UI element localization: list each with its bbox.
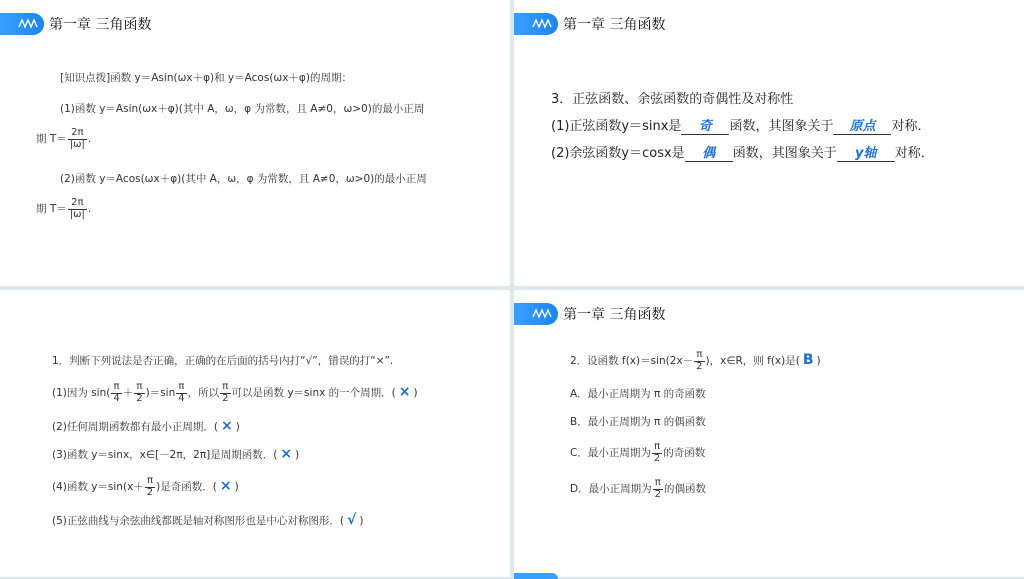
fraction	[68, 128, 87, 150]
option-b: B．最小正周期为 π 的偶函数	[570, 416, 706, 428]
cross-mark: ×	[220, 418, 233, 434]
chapter-tag	[0, 13, 44, 35]
question-2	[570, 350, 821, 372]
item-text: 2．设函数 f(x)＝sin(2x－	[570, 355, 694, 367]
answer-fill: 原点	[833, 115, 891, 135]
judge-item-5	[52, 512, 363, 528]
cross-mark: ×	[280, 446, 293, 462]
numerator: 2π	[68, 128, 87, 140]
formula-suffix: .	[87, 133, 92, 145]
fraction	[694, 350, 704, 372]
denominator: 2	[222, 392, 229, 404]
numerator: π	[145, 476, 155, 488]
formula-prefix: 期 T＝	[36, 133, 67, 145]
item-text: C．最小正周期为	[570, 447, 651, 459]
chapter-title: 第一章 三角函数	[563, 17, 666, 33]
formula-prefix: 期 T＝	[36, 203, 67, 215]
slide-3	[0, 290, 510, 577]
item-text: )	[295, 449, 300, 461]
answer-fill: 奇	[681, 115, 729, 135]
section-heading: 3．正弦函数、余弦函数的奇偶性及对称性	[551, 92, 794, 107]
numerator: π	[652, 442, 662, 454]
judge-item-4	[52, 476, 239, 498]
answer-fill: y轴	[837, 142, 895, 162]
item-text: )＝sin	[145, 387, 176, 399]
judge-item-3	[52, 446, 299, 462]
denominator: 2	[146, 486, 154, 498]
fraction	[145, 476, 155, 498]
numerator: 2π	[68, 198, 87, 210]
item-text: 函数，其图象关于	[729, 119, 834, 134]
chapter-title: 第一章 三角函数	[49, 17, 152, 33]
chapter-header	[514, 302, 665, 326]
cross-mark: ×	[219, 478, 232, 494]
chapter-tag	[514, 13, 558, 35]
item-text: 的偶函数	[663, 483, 706, 495]
wave-icon	[532, 307, 552, 321]
item-text: ，所以	[187, 387, 220, 399]
denominator: 4	[178, 392, 185, 404]
item-text: )	[235, 421, 240, 433]
tip-item-1-formula	[36, 128, 91, 150]
chapter-header	[514, 12, 665, 36]
denominator: |ω|	[69, 208, 85, 220]
question-1: 1．判断下列说法是否正确，正确的在后面的括号内打“√”，错误的打“×”.	[52, 355, 394, 367]
item-text: )	[234, 481, 239, 493]
item-text: )	[816, 355, 821, 367]
formula-suffix: .	[87, 203, 92, 215]
numerator: π	[653, 478, 663, 490]
parity-item-2	[551, 142, 934, 162]
item-text: (3)函数 y＝sinx，x∈[－2π，2π]是周期函数．(	[52, 449, 278, 461]
item-text: )	[413, 387, 418, 399]
fraction	[176, 382, 186, 404]
item-text: (2)余弦函数y＝cosx是	[551, 146, 685, 161]
parity-item-1	[551, 115, 930, 135]
chapter-header	[0, 12, 151, 36]
denominator: 2	[654, 488, 661, 500]
wave-icon	[532, 17, 552, 31]
item-text: )，x∈R，则 f(x)是(	[705, 355, 800, 367]
judge-item-2	[52, 418, 240, 434]
option-d	[570, 478, 706, 500]
item-text: (5)正弦曲线与余弦曲线都既是轴对称图形也是中心对称图形．(	[52, 515, 344, 527]
item-text: 可以是函数 y＝sinx 的一个周期．(	[231, 387, 396, 399]
item-text: D．最小正周期为	[570, 483, 652, 495]
item-text: (1)正弦函数y＝sinx是	[551, 119, 682, 134]
numerator: π	[694, 350, 704, 362]
check-mark: √	[346, 512, 357, 528]
item-text: )是奇函数．(	[156, 481, 217, 493]
cross-mark: ×	[398, 384, 411, 400]
item-text: 的奇函数	[663, 447, 706, 459]
answer-fill: 偶	[685, 142, 733, 162]
answer-choice: B	[802, 352, 814, 368]
item-text: (1)因为 sin(	[52, 387, 111, 399]
item-text: (4)函数 y＝sin(x＋	[52, 481, 144, 493]
fraction	[220, 382, 230, 404]
item-text: (2)任何周期函数都有最小正周期．(	[52, 421, 218, 433]
option-a: A．最小正周期为 π 的奇函数	[570, 388, 706, 400]
denominator: 2	[696, 360, 703, 372]
denominator: 4	[113, 392, 120, 404]
tip-item-1: (1)函数 y＝Asin(ωx＋φ)(其中 A，ω，φ 为常数，且 A≠0，ω>0)的最小正周	[60, 103, 425, 115]
denominator: |ω|	[69, 138, 85, 150]
item-text: ＋	[122, 387, 134, 399]
fraction	[134, 382, 144, 404]
chapter-title: 第一章 三角函数	[563, 307, 666, 323]
slide-2	[514, 0, 1024, 286]
numerator: π	[176, 382, 186, 394]
fraction	[111, 382, 121, 404]
wave-icon	[18, 17, 38, 31]
option-c	[570, 442, 705, 464]
item-text: 对称．	[891, 119, 931, 134]
fraction	[652, 442, 662, 464]
chapter-tag	[514, 303, 558, 325]
tip-item-2: (2)函数 y＝Acos(ωx＋φ)(其中 A，ω，φ 为常数，且 A≠0，ω>0)的最小正周	[60, 173, 427, 185]
numerator: π	[134, 382, 144, 394]
item-text: 对称．	[894, 146, 934, 161]
fraction	[653, 478, 663, 500]
knowledge-tip: [知识点拨]函数 y＝Asin(ωx＋φ)和 y＝Acos(ωx＋φ)的周期：	[60, 72, 352, 84]
slide-1	[0, 0, 510, 286]
item-text: )	[359, 515, 364, 527]
numerator: π	[111, 382, 121, 394]
tip-item-2-formula	[36, 198, 91, 220]
slide-4	[514, 290, 1024, 577]
fraction	[68, 198, 87, 220]
judge-item-1	[52, 382, 418, 404]
next-slide-tag-edge	[514, 573, 558, 579]
numerator: π	[220, 382, 230, 394]
denominator: 2	[136, 392, 143, 404]
denominator: 2	[653, 452, 661, 464]
item-text: 函数，其图象关于	[732, 146, 837, 161]
